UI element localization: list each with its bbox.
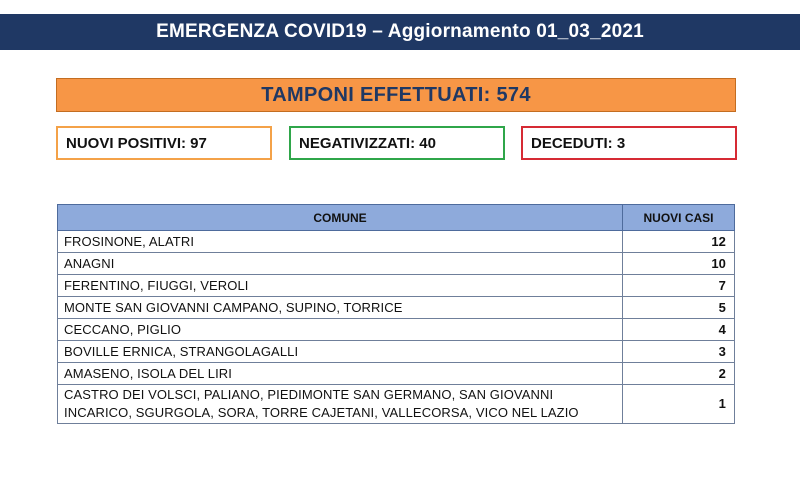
- casi-cell: 1: [623, 385, 735, 424]
- comune-cell: MONTE SAN GIOVANNI CAMPANO, SUPINO, TORRICE: [58, 297, 623, 319]
- table-row: [58, 385, 735, 424]
- nuovi-positivi-box: [56, 126, 272, 160]
- nuovi-positivi-label: NUOVI POSITIVI: 97: [66, 134, 207, 152]
- comune-cell: CECCANO, PIGLIO: [58, 319, 623, 341]
- comune-cell: AMASENO, ISOLA DEL LIRI: [58, 363, 623, 385]
- table-row: [58, 363, 735, 385]
- comune-cell: ANAGNI: [58, 253, 623, 275]
- casi-cell: 4: [623, 319, 735, 341]
- casi-cell: 12: [623, 231, 735, 253]
- deceduti-box: [521, 126, 737, 160]
- cases-table: [57, 204, 735, 424]
- page-title: EMERGENZA COVID19 – Aggiornamento 01_03_2021: [156, 21, 644, 42]
- column-header-comune: COMUNE: [58, 205, 623, 231]
- comune-cell: FERENTINO, FIUGGI, VEROLI: [58, 275, 623, 297]
- tamponi-banner: [56, 78, 736, 112]
- casi-cell: 3: [623, 341, 735, 363]
- tamponi-label: TAMPONI EFFETTUATI: 574: [261, 83, 531, 106]
- table-row: [58, 319, 735, 341]
- table-row: [58, 341, 735, 363]
- deceduti-label: DECEDUTI: 3: [531, 134, 626, 152]
- negativizzati-label: NEGATIVIZZATI: 40: [299, 134, 436, 152]
- comune-cell: CASTRO DEI VOLSCI, PALIANO, PIEDIMONTE SAN GERMANO, SAN GIOVANNI INCARICO, SGURGOLA, SORA, TORRE CAJETANI, VALLECORSA, VICO NEL LAZIO: [58, 385, 623, 424]
- casi-cell: 5: [623, 297, 735, 319]
- table-row: [58, 253, 735, 275]
- table-row: [58, 297, 735, 319]
- negativizzati-box: [289, 126, 505, 160]
- casi-cell: 10: [623, 253, 735, 275]
- column-header-nuovi-casi: NUOVI CASI: [623, 205, 735, 231]
- comune-cell: BOVILLE ERNICA, STRANGOLAGALLI: [58, 341, 623, 363]
- table-row: [58, 275, 735, 297]
- table-header-row: [58, 205, 735, 231]
- casi-cell: 2: [623, 363, 735, 385]
- comune-cell: FROSINONE, ALATRI: [58, 231, 623, 253]
- casi-cell: 7: [623, 275, 735, 297]
- table-row: [58, 231, 735, 253]
- page-title-banner: [0, 14, 800, 50]
